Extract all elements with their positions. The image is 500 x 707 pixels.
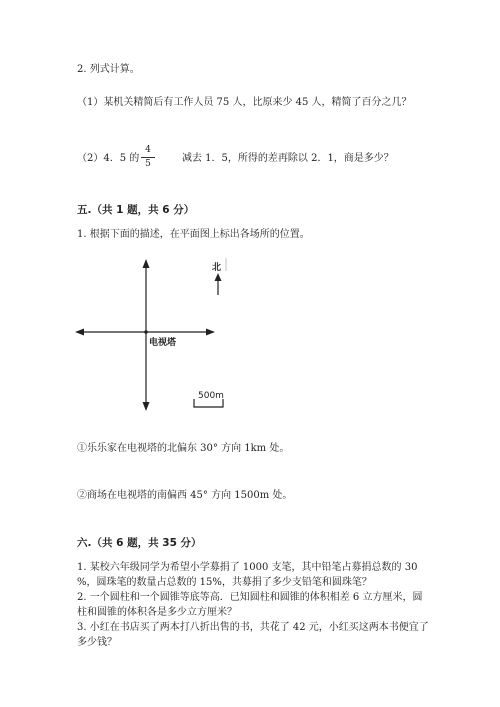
direction-map bbox=[0, 255, 500, 415]
horizontal-arrow-left bbox=[75, 329, 84, 336]
center-label: 电视塔 bbox=[149, 338, 177, 348]
question-1: （1）某机关精简后有工作人员 75 人，比原来少 45 人，精简了百分之几？ bbox=[77, 97, 412, 108]
section-6-line: %，圆珠笔的数量占总数的 15%，共募捐了多少支铅笔和圆珠笔？ bbox=[77, 577, 372, 588]
section-6-line: 2. 一个圆柱和一个圆锥等底等高．已知圆柱和圆锥的体积相差 6 立方厘米，圆 bbox=[77, 592, 423, 603]
vertical-arrow-down bbox=[143, 402, 150, 411]
north-arrow-head bbox=[215, 273, 222, 281]
map-item-2: ②商场在电视塔的南偏西 45° 方向 1500m 处。 bbox=[77, 490, 293, 501]
scale-label: 500m bbox=[198, 391, 224, 401]
section-6-line: 1. 某校六年级同学为希望小学募捐了 1000 支笔，其中铅笔占募捐总数的 30 bbox=[77, 562, 418, 573]
horizontal-arrow-right bbox=[206, 329, 215, 336]
question-2-prefix: （2）4．5 的 bbox=[77, 153, 140, 164]
section-6-line: 多少钱？ bbox=[77, 637, 117, 648]
fraction bbox=[141, 146, 155, 169]
question-2-suffix: 减去 1．5，所得的差再除以 2．1，商是多少？ bbox=[182, 153, 394, 164]
section-6-title: 六.（共 6 题，共 35 分） bbox=[77, 537, 202, 549]
section-5-intro: 1. 根据下面的描述，在平面图上标出各场所的位置。 bbox=[77, 229, 310, 240]
fraction-numerator: 4 bbox=[145, 145, 151, 155]
fraction-denominator: 5 bbox=[145, 159, 151, 169]
vertical-arrow-up bbox=[143, 259, 150, 268]
north-label: 北 bbox=[212, 263, 222, 273]
section-5-title: 五.（共 1 题，共 6 分） bbox=[77, 204, 195, 216]
map-item-1: ①乐乐家在电视塔的北偏东 30° 方向 1km 处。 bbox=[77, 443, 290, 454]
section-6-line: 柱和圆锥的体积各是多少立方厘米？ bbox=[77, 607, 237, 618]
section-heading: 2. 列式计算。 bbox=[77, 64, 140, 75]
center-point bbox=[144, 330, 148, 334]
section-6-line: 3. 小红在书店买了两本打八折出售的书，共花了 42 元，小红买这两本书便宜了 bbox=[77, 622, 429, 633]
